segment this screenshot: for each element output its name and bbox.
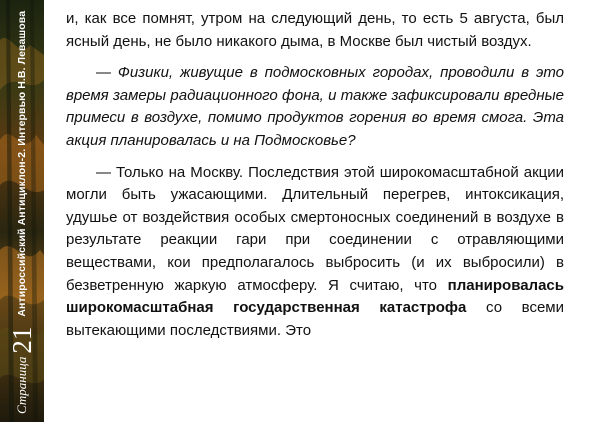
decorative-side-strip <box>0 0 44 422</box>
page-label: Страница <box>14 356 29 414</box>
interview-answer <box>66 162 564 343</box>
main-text <box>66 8 564 342</box>
paragraph-continuation: и, как все помнят, утром на следующий день, то есть 5 августа, был ясный день, не было никакого дыма, в Москве был чистый воздух. <box>66 10 564 50</box>
page-number: 21 <box>6 326 37 354</box>
interview-question: — Физики, живущие в подмосковных городах, проводили в это время замеры радиационного фона, и также зафиксировали вредные примеси в воздухе, помимо продуктов горения во время смога. Эта акция планировалась и на Подмосковье? <box>66 64 564 149</box>
book-title: Антироссийский Антициклон-2. Интервью Н.В. Левашова <box>16 10 28 317</box>
answer-bold-phrase: планировалась широкомасштабная государственная катастрофа <box>66 276 564 317</box>
answer-text-start: — Только на Москву. Последствия этой широкомасштабной акции могли быть ужасающими. Длительный перегрев, интоксикация, удушье от воздействия особых смертоносных соединений в воздухе в результате реакции гари при соединении с отравляющими веществами, кои предполагалось выбросить (и их выбросили) в безветренную жаркую атмосферу. Я считаю, что <box>66 163 564 294</box>
vertical-caption <box>2 0 42 422</box>
answer-text-end: со всеми вытекающими последствиями. Это <box>66 299 564 339</box>
